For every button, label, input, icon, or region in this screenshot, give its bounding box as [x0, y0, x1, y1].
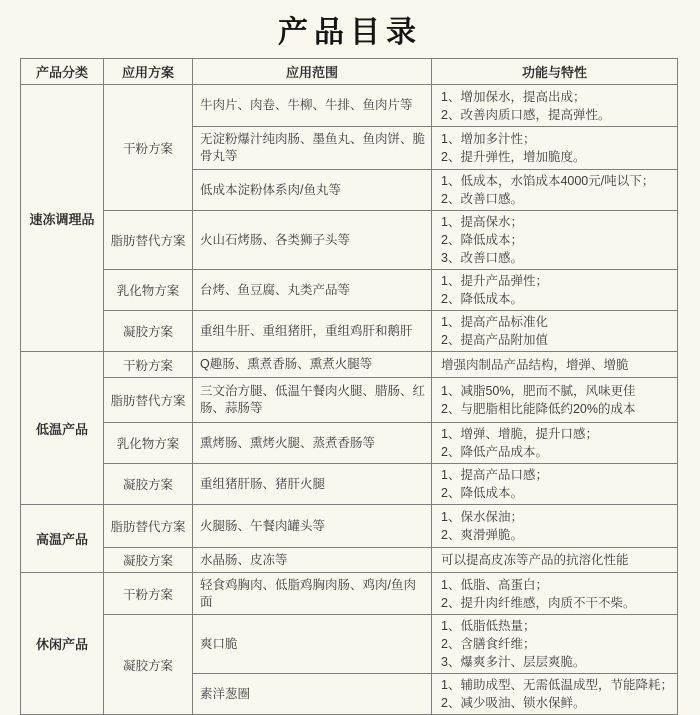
header-features: 功能与特性 — [432, 59, 678, 85]
table-row — [21, 311, 678, 352]
feature-line: 1、增加保水，提高出成； — [441, 89, 586, 104]
category-cell: 高温产品 — [21, 505, 104, 573]
feature-line: 2、改善肉质口感，提高弹性。 — [441, 107, 611, 122]
feature-line: 2、降低成本。 — [441, 292, 523, 306]
feature-line: 1、减脂50%，肥而不腻，风味更佳 — [441, 384, 636, 398]
feature-line: 增强肉制品产品结构，增弹、增脆 — [441, 357, 629, 372]
plan-cell: 乳化物方案 — [104, 423, 193, 464]
scope-cell: 轻食鸡胸肉、低脂鸡胸肉肠、鸡肉/鱼肉面 — [193, 573, 432, 615]
feature-line: 1、增弹、增脆，提升口感； — [441, 427, 598, 441]
feature-line: 1、辅助成型、无需低温成型，节能降耗； — [441, 678, 673, 692]
category-cell: 休闲产品 — [21, 573, 104, 715]
product-catalog-table — [20, 58, 678, 715]
features-cell — [432, 548, 678, 573]
features-cell — [432, 85, 678, 127]
plan-cell: 干粉方案 — [104, 352, 193, 378]
table-row — [21, 615, 678, 674]
plan-cell: 脂肪替代方案 — [104, 505, 193, 548]
table-row — [21, 85, 678, 127]
category-cell: 速冻调理品 — [21, 85, 104, 352]
plan-cell: 干粉方案 — [104, 85, 193, 211]
table-row — [21, 505, 678, 548]
feature-line: 3、改善口感。 — [441, 251, 523, 265]
feature-line: 1、提升产品弹性； — [441, 274, 548, 288]
table-row — [21, 378, 678, 423]
header-row — [21, 59, 678, 85]
plan-cell: 凝胶方案 — [104, 311, 193, 352]
scope-cell: 火山石烤肠、各类狮子头等 — [193, 211, 432, 270]
features-cell — [432, 674, 678, 715]
features-cell — [432, 505, 678, 548]
feature-line: 1、保水保油； — [441, 510, 523, 524]
feature-line: 1、低脂、高蛋白； — [441, 577, 548, 592]
feature-line: 2、提升弹性，增加脆度。 — [441, 150, 586, 164]
scope-cell: 牛肉片、肉卷、牛柳、牛排、鱼肉片等 — [193, 85, 432, 127]
features-cell — [432, 311, 678, 352]
scope-cell: 无淀粉爆汁纯肉肠、墨鱼丸、鱼肉饼、脆骨丸等 — [193, 127, 432, 170]
features-cell — [432, 352, 678, 378]
plan-cell: 凝胶方案 — [104, 464, 193, 505]
table-row — [21, 352, 678, 378]
plan-cell: 乳化物方案 — [104, 270, 193, 311]
feature-line: 1、低成本，水馅成本4000元/吨以下； — [441, 174, 655, 188]
table-row — [21, 270, 678, 311]
table-row — [21, 573, 678, 615]
feature-line: 2、提升肉纤维感，肉质不干不柴。 — [441, 595, 636, 610]
table-row — [21, 464, 678, 505]
scope-cell: 低成本淀粉体系肉/鱼丸等 — [193, 170, 432, 211]
scope-cell: 台烤、鱼豆腐、丸类产品等 — [193, 270, 432, 311]
scope-cell: 熏烤肠、熏烤火腿、蒸煮香肠等 — [193, 423, 432, 464]
header-plan: 应用方案 — [104, 59, 193, 85]
scope-cell: 火腿肠、午餐肉罐头等 — [193, 505, 432, 548]
feature-line: 1、低脂低热量； — [441, 619, 536, 633]
feature-line: 2、降低产品成本。 — [441, 445, 548, 459]
features-cell — [432, 170, 678, 211]
feature-line: 2、降低成本； — [441, 233, 523, 247]
feature-line: 2、提高产品附加值 — [441, 333, 548, 347]
features-cell — [432, 573, 678, 615]
feature-line: 3、爆爽多汁、层层爽脆。 — [441, 655, 586, 669]
feature-line: 1、提高产品口感； — [441, 468, 548, 482]
plan-cell: 脂肪替代方案 — [104, 378, 193, 423]
feature-line: 1、增加多汁性； — [441, 132, 536, 146]
features-cell — [432, 127, 678, 170]
feature-line: 1、提高产品标准化 — [441, 315, 548, 329]
feature-line: 2、改善口感。 — [441, 192, 523, 206]
scope-cell: Q趣肠、熏煮香肠、熏煮火腿等 — [193, 352, 432, 378]
plan-cell: 凝胶方案 — [104, 615, 193, 715]
feature-line: 2、与肥脂相比能降低约20%的成本 — [441, 402, 636, 416]
features-cell — [432, 615, 678, 674]
plan-cell: 凝胶方案 — [104, 548, 193, 573]
feature-line: 2、降低成本。 — [441, 486, 523, 500]
header-scope: 应用范围 — [193, 59, 432, 85]
scope-cell: 重组牛肝、重组猪肝，重组鸡肝和鹅肝 — [193, 311, 432, 352]
features-cell — [432, 270, 678, 311]
scope-cell: 三文治方腿、低温午餐肉火腿、腊肠、红肠、蒜肠等 — [193, 378, 432, 423]
scope-cell: 爽口脆 — [193, 615, 432, 674]
features-cell — [432, 423, 678, 464]
plan-cell: 脂肪替代方案 — [104, 211, 193, 270]
table-row — [21, 211, 678, 270]
table-row — [21, 423, 678, 464]
header-category: 产品分类 — [21, 59, 104, 85]
feature-line: 可以提高皮冻等产品的抗溶化性能 — [441, 553, 629, 567]
feature-line: 2、爽滑弹脆。 — [441, 528, 523, 542]
features-cell — [432, 211, 678, 270]
features-cell — [432, 378, 678, 423]
feature-line: 2、含膳食纤维； — [441, 637, 536, 651]
table-row — [21, 548, 678, 573]
scope-cell: 水晶肠、皮冻等 — [193, 548, 432, 573]
plan-cell: 干粉方案 — [104, 573, 193, 615]
feature-line: 2、减少吸油、锁水保鲜。 — [441, 696, 586, 710]
category-cell: 低温产品 — [21, 352, 104, 505]
scope-cell: 素洋葱圈 — [193, 674, 432, 715]
features-cell — [432, 464, 678, 505]
page-title: 产品目录 — [278, 16, 422, 49]
scope-cell: 重组猪肝肠、猪肝火腿 — [193, 464, 432, 505]
feature-line: 1、提高保水； — [441, 215, 523, 229]
